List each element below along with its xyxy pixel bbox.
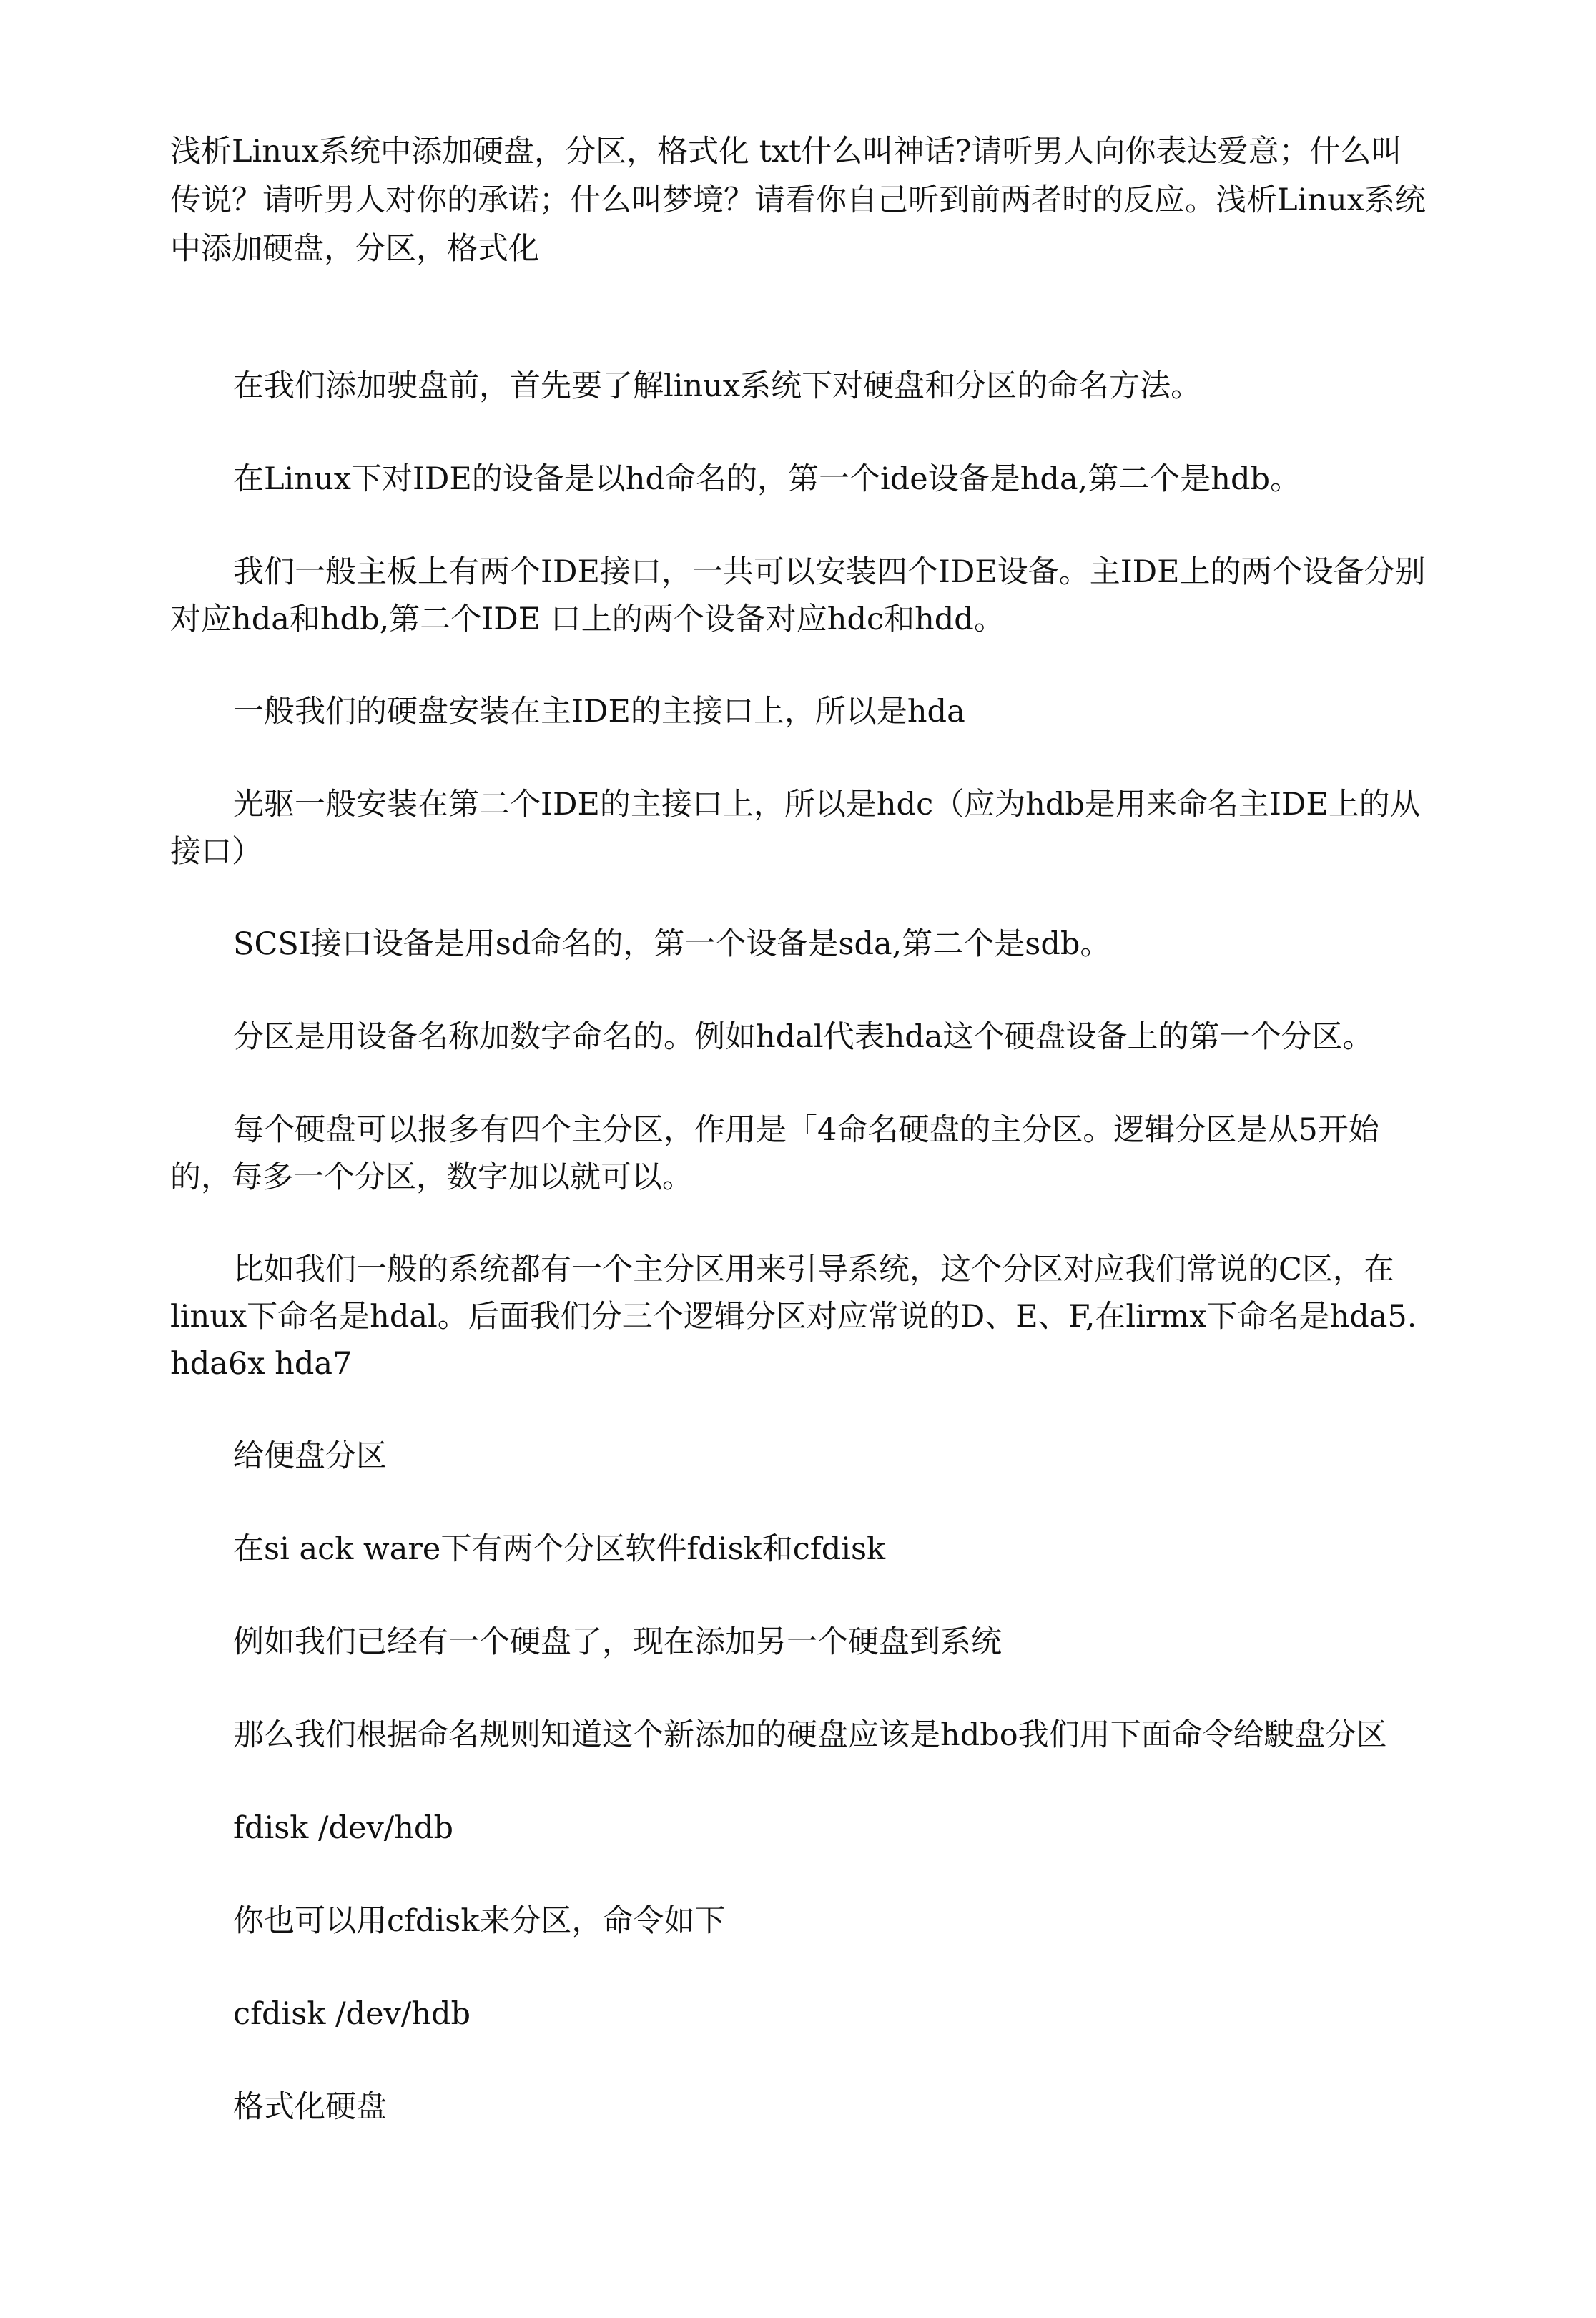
paragraph-partition-naming: 分区是用设备名称加数字命名的。例如hdal代表hda这个硬盘设备上的第一个分区。 — [233, 1019, 1374, 1055]
paragraph-add-disk: 例如我们已经有一个硬盘了，现在添加另一个硬盘到系统 — [233, 1624, 1002, 1660]
paragraph-hda: 一般我们的硬盘安装在主IDE的主接口上，所以是hda — [233, 694, 965, 730]
paragraph-ide-ports: 我们一般主板上有两个IDE接口，一共可以安装四个IDE设备。主IDE上的两个设备分别对应hda和hdb,第二个IDE 口上的两个设备对应hdc和hdd。 — [170, 554, 1426, 637]
document-title: 浅析Linux系统中添加硬盘，分区，格式化 txt什么叫神话?请听男人向你表达爱意；什么叫传说？请听男人对你的承诺；什么叫梦境？请看你自己听到前两者时的反应。浅析Linux系统中添加硬盘，分区，格式化 — [170, 134, 1426, 267]
section-heading-partitioning: 给便盘分区 — [233, 1438, 387, 1474]
paragraph-partition-tools: 在si ack ware下有两个分区软件fdisk和cfdisk — [233, 1531, 886, 1567]
paragraph-example-layout: 比如我们一般的系统都有一个主分区用来引导系统，这个分区对应我们常说的C区，在linux下命名是hdal。后面我们分三个逻辑分区对应常说的D、E、F,在lirmx下命名是hda5. hda6x hda7 — [170, 1252, 1417, 1382]
section-heading-formatting: 格式化硬盘 — [233, 2089, 387, 2125]
paragraph-scsi: SCSI接口设备是用sd命名的，第一个设备是sda,第二个是sdb。 — [233, 926, 1111, 962]
command-cfdisk: cfdisk /dev/hdb — [233, 1996, 471, 2032]
paragraph-cfdisk-intro: 你也可以用cfdisk来分区，命令如下 — [233, 1903, 726, 1939]
command-fdisk: fdisk /dev/hdb — [233, 1810, 453, 1846]
paragraph-naming-intro: 在我们添加驶盘前，首先要了解linux系统下对硬盘和分区的命名方法。 — [233, 368, 1202, 404]
paragraph-ide-naming: 在Linux下对IDE的设备是以hd命名的，第一个ide设备是hda,第二个是hdb。 — [233, 461, 1301, 497]
paragraph-cdrom: 光驱一般安装在第二个IDE的主接口上，所以是hdc（应为hdb是用来命名主IDE上的从接口） — [170, 787, 1421, 870]
paragraph-primary-partitions: 每个硬盘可以报多有四个主分区，作用是「4命名硬盘的主分区。逻辑分区是从5开始的，每多一个分区，数字加以就可以。 — [170, 1112, 1379, 1195]
paragraph-new-disk-name: 那么我们根据命名规则知道这个新添加的硬盘应该是hdbo我们用下面命令给駛盘分区 — [233, 1717, 1387, 1753]
